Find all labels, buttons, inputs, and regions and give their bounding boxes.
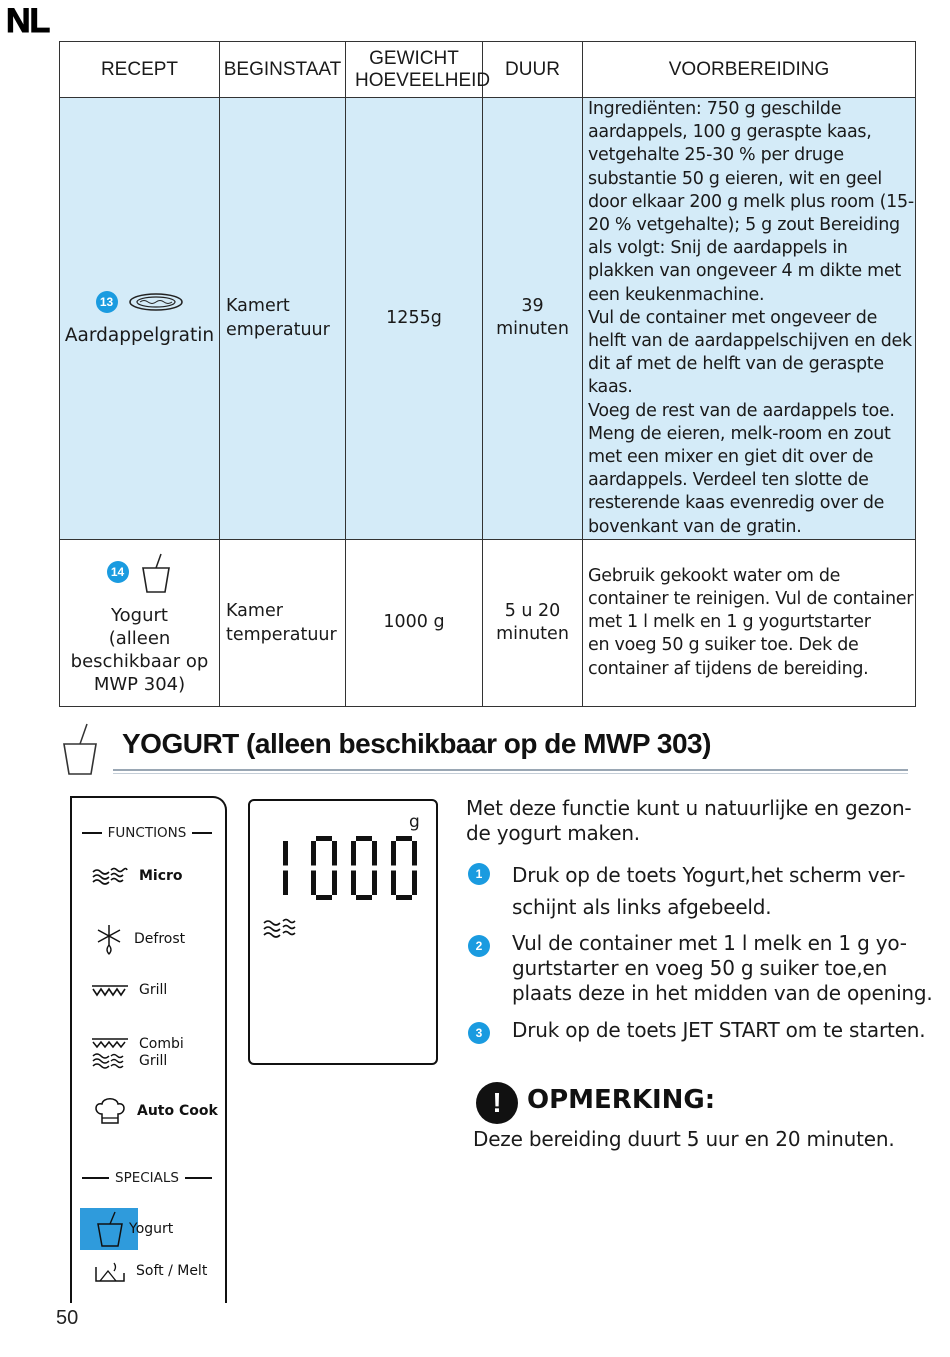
start-state-cell xyxy=(220,539,346,706)
start-line: emperatuur xyxy=(226,320,330,341)
lcd-segment xyxy=(332,841,337,866)
table-header-row xyxy=(60,42,916,98)
header-recept: RECEPT xyxy=(60,42,220,98)
note-text: Deze bereiding duurt 5 uur en 20 minuten. xyxy=(473,1127,895,1151)
language-tag: NL xyxy=(6,2,50,40)
lcd-segment xyxy=(356,836,372,841)
duration-line: minuten xyxy=(496,623,569,644)
microwave-waves-icon xyxy=(262,917,302,939)
section-divider xyxy=(113,769,908,771)
soft-melt-button[interactable] xyxy=(94,1259,207,1283)
prep-line: door elkaar 200 g melk plus room (15- xyxy=(588,191,914,212)
prep-line: met 1 l melk en 1 g yogurtstarter xyxy=(588,612,871,633)
prep-line: substantie 50 g eieren, wit en geel xyxy=(588,168,882,189)
recipe-name-line: Yogurt xyxy=(111,604,168,626)
grill-label: Grill xyxy=(139,982,168,998)
prep-line: plakken van ongeveer 4 m dikte met xyxy=(588,261,901,282)
duration-line: 5 u 20 xyxy=(504,600,561,621)
lcd-segment xyxy=(396,836,412,841)
start-state-cell xyxy=(220,98,346,540)
prep-line: Vul de container met ongeveer de xyxy=(588,307,878,328)
yogurt-label: Yogurt xyxy=(129,1221,174,1237)
functions-label: FUNCTIONS xyxy=(107,825,187,841)
combi-label: Grill xyxy=(139,1053,168,1069)
step-number-badge: 1 xyxy=(468,863,490,885)
lcd-segment xyxy=(412,841,417,866)
preparation-cell xyxy=(583,98,916,540)
duration-line: minuten xyxy=(496,319,569,340)
note-title: OPMERKING: xyxy=(527,1085,716,1115)
specials-heading xyxy=(82,1170,212,1186)
table-row xyxy=(60,539,916,706)
lcd-segment xyxy=(356,895,372,900)
lcd-segment xyxy=(391,871,396,896)
yogurt-cup-icon xyxy=(60,722,100,776)
step-line: Druk op de toets Yogurt,het scherm ver- xyxy=(512,863,906,887)
auto-cook-button[interactable] xyxy=(93,1096,218,1126)
prep-line: kaas. xyxy=(588,377,633,398)
lcd-segment xyxy=(412,871,417,896)
page-number: 50 xyxy=(56,1307,79,1329)
recipe-table xyxy=(59,41,916,707)
intro-text xyxy=(466,796,911,846)
prep-line: container af tijdens de bereiding. xyxy=(588,658,869,679)
lcd-segment xyxy=(311,871,316,896)
step-number-badge: 3 xyxy=(468,1022,490,1044)
yogurt-cup-icon xyxy=(139,550,173,594)
display-digits xyxy=(283,836,428,908)
auto-cook-label: Auto Cook xyxy=(137,1103,218,1119)
start-line: Kamer xyxy=(226,600,283,621)
prep-line: bovenkant van de gratin. xyxy=(588,516,802,537)
lcd-segment xyxy=(372,871,377,896)
soft-melt-label: Soft / Melt xyxy=(136,1263,208,1279)
recipe-cell xyxy=(60,539,220,706)
specials-label: SPECIALS xyxy=(115,1170,179,1186)
section-divider xyxy=(113,773,908,774)
header-voorbereiding: VOORBEREIDING xyxy=(583,42,916,98)
lcd-segment xyxy=(396,895,412,900)
step-text xyxy=(512,859,905,923)
prep-line: als volgt: Snij de aardappels in xyxy=(588,238,848,259)
micro-label: Micro xyxy=(139,868,183,884)
step-line: Vul de container met 1 l melk en 1 g yo- xyxy=(512,931,907,955)
recipe-number-badge: 14 xyxy=(107,561,129,583)
preparation-cell xyxy=(583,539,916,706)
micro-button[interactable] xyxy=(91,866,183,886)
soft-melt-icon xyxy=(94,1259,126,1283)
gratin-dish-icon xyxy=(128,291,184,313)
recipe-number-badge: 13 xyxy=(96,291,118,313)
recipe-name-line: (alleen xyxy=(108,627,171,649)
header-gewicht: GEWICHT HOEVEELHEID xyxy=(346,42,483,98)
lcd-segment xyxy=(283,871,288,896)
yogurt-cup-icon xyxy=(95,1210,125,1248)
display-unit: g xyxy=(409,812,420,832)
step-text xyxy=(512,931,933,1006)
combi-grill-button[interactable] xyxy=(91,1036,184,1070)
functions-heading xyxy=(82,825,212,841)
header-beginstaat: BEGINSTAAT xyxy=(220,42,346,98)
intro-line: de yogurt maken. xyxy=(466,821,640,845)
combi-label: Combi xyxy=(139,1036,184,1052)
prep-line: resterende kaas evenredig over de xyxy=(588,493,885,514)
prep-line: Ingrediënten: 750 g geschilde xyxy=(588,99,842,119)
defrost-label: Defrost xyxy=(134,931,186,947)
weight-cell: 1000 g xyxy=(346,539,483,706)
lcd-segment xyxy=(351,871,356,896)
lcd-segment xyxy=(391,841,396,866)
step-line: Druk op de toets JET START om te starten. xyxy=(512,1018,926,1042)
defrost-button[interactable] xyxy=(94,923,185,955)
recipe-cell xyxy=(60,98,220,540)
chef-hat-icon xyxy=(93,1096,127,1126)
prep-line: met een mixer en giet dit over de xyxy=(588,447,874,468)
start-line: temperatuur xyxy=(226,624,337,645)
snowflake-drop-icon xyxy=(94,923,124,955)
step-number-badge: 2 xyxy=(468,935,490,957)
header-duur: DUUR xyxy=(483,42,583,98)
lcd-segment xyxy=(351,841,356,866)
recipe-name-line: MWP 304) xyxy=(93,673,186,695)
yogurt-button[interactable] xyxy=(95,1210,173,1248)
prep-line: vetgehalte 25-30 % per druge xyxy=(588,145,844,166)
combi-grill-icon xyxy=(91,1036,129,1070)
duration-line: 39 xyxy=(521,296,544,317)
warning-icon: ! xyxy=(476,1082,518,1124)
prep-line: 20 % vetgehalte); 5 g zout Bereiding xyxy=(588,215,900,236)
prep-line: container te reinigen. Vul de container xyxy=(588,589,914,610)
recipe-name-line: beschikbaar op xyxy=(70,650,209,672)
lcd-segment xyxy=(316,836,332,841)
intro-line: Met deze functie kunt u natuurlijke en gezon- xyxy=(466,796,912,820)
step-text xyxy=(512,1018,925,1043)
recipe-name: Aardappelgratin xyxy=(64,324,215,346)
grill-button[interactable] xyxy=(91,982,167,998)
grill-icon xyxy=(91,982,129,998)
start-line: Kamert xyxy=(226,296,290,317)
prep-line: een keukenmachine. xyxy=(588,284,765,305)
prep-line: aardappels, 100 g geraspte kaas, xyxy=(588,122,872,143)
lcd-segment xyxy=(283,841,288,866)
prep-line: Gebruik gekookt water om de xyxy=(588,565,841,586)
lcd-segment xyxy=(332,871,337,896)
prep-line: helft van de aardappelschijven en dek xyxy=(588,331,912,352)
lcd-segment xyxy=(372,841,377,866)
prep-line: Meng de eieren, melk-room en zout xyxy=(588,423,891,444)
section-title: YOGURT (alleen beschikbaar op de MWP 303) xyxy=(122,728,711,759)
step-line: gurtstarter en voeg 50 g suiker toe,en xyxy=(512,956,888,980)
step-line: schijnt als links afgebeeld. xyxy=(512,895,772,919)
microwave-waves-icon xyxy=(91,866,129,886)
prep-line: aardappels. Verdeel ten slotte de xyxy=(588,470,869,491)
prep-line: en voeg 50 g suiker toe. Dek de xyxy=(588,635,859,656)
table-row xyxy=(60,98,916,540)
step-line: plaats deze in het midden van de opening. xyxy=(512,981,933,1005)
lcd-segment xyxy=(316,895,332,900)
prep-line: dit af met de helft van de geraspte xyxy=(588,354,884,375)
duration-cell xyxy=(483,98,583,540)
duration-cell xyxy=(483,539,583,706)
lcd-segment xyxy=(311,841,316,866)
prep-line: Voeg de rest van de aardappels toe. xyxy=(588,400,895,421)
weight-cell: 1255g xyxy=(346,98,483,540)
